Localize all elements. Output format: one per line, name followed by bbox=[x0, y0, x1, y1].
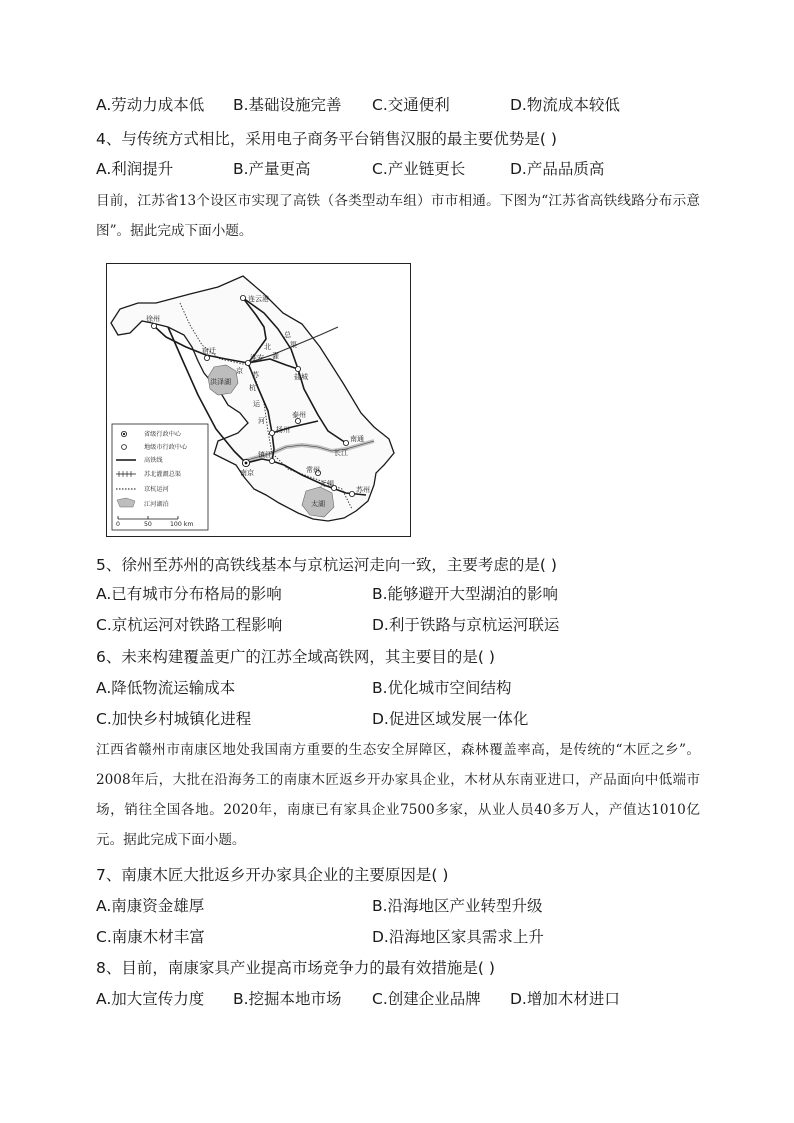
q8-option-c: C.创建企业品牌 bbox=[372, 990, 481, 1008]
q4-stem: 4、与传统方式相比，采用电子商务平台销售汉服的最主要优势是( ) bbox=[96, 130, 557, 148]
q4-option-b: B.产量更高 bbox=[233, 160, 311, 178]
city-label-suqian: 宿迁 bbox=[202, 347, 216, 355]
city-label-yangzhou: 扬州 bbox=[276, 426, 290, 434]
q7-option-b: B.沿海地区产业转型升级 bbox=[372, 897, 543, 915]
q3-option-d: D.物流成本较低 bbox=[510, 96, 620, 114]
q7-option-c: C.南康木材丰富 bbox=[96, 928, 205, 946]
city-label-suzhou: 苏州 bbox=[356, 486, 370, 494]
q6-option-a: A.降低物流运输成本 bbox=[96, 679, 236, 697]
passage-jiangsu bbox=[96, 186, 700, 246]
q4-option-a: A.利润提升 bbox=[96, 160, 174, 178]
city-label-zhenjiang: 镇江 bbox=[258, 451, 272, 459]
city-label-huaian: 淮安 bbox=[250, 354, 264, 362]
svg-text:总: 总 bbox=[284, 331, 291, 339]
svg-text:渠: 渠 bbox=[290, 341, 297, 349]
scale-50: 50 bbox=[144, 521, 152, 528]
city-label-xuzhou: 徐州 bbox=[146, 315, 160, 323]
city-label-nanjing: 南京 bbox=[240, 469, 254, 477]
q3-option-a: A.劳动力成本低 bbox=[96, 96, 205, 114]
city-label-changjiang: 长江 bbox=[334, 449, 348, 457]
lake-label-taihu: 太湖 bbox=[311, 500, 325, 508]
legend-prefecture-city: 地级市行政中心 bbox=[144, 444, 188, 451]
scale-100: 100 km bbox=[170, 521, 194, 528]
q5-option-a: A.已有城市分布格局的影响 bbox=[96, 585, 282, 603]
svg-text:北: 北 bbox=[264, 343, 271, 351]
q3-option-b: B.基础设施完善 bbox=[233, 96, 342, 114]
q5-stem: 5、徐州至苏州的高铁线基本与京杭运河走向一致，主要考虑的是( ) bbox=[96, 556, 557, 574]
city-label-wuxi: 无锡 bbox=[320, 480, 334, 488]
jiangsu-railway-map bbox=[106, 263, 411, 537]
q5-option-c: C.京杭运河对铁路工程影响 bbox=[96, 616, 283, 634]
city-label-lianyungang: 连云港 bbox=[248, 295, 269, 303]
q6-stem: 6、未来构建覆盖更广的江苏全域高铁网，其主要目的是( ) bbox=[96, 648, 495, 666]
svg-text:灌: 灌 bbox=[272, 352, 279, 360]
q8-stem: 8、目前，南康家具产业提高市场竞争力的最有效措施是( ) bbox=[96, 959, 495, 977]
q6-option-b: B.优化城市空间结构 bbox=[372, 679, 512, 697]
svg-text:运: 运 bbox=[253, 400, 260, 408]
passage-jiangsu-text: 目前，江苏省13个设区市实现了高铁（各类型动车组）市市相通。下图为“江苏省高铁线路分布示意图”。据此完成下面小题。 bbox=[96, 193, 700, 239]
q7-stem: 7、南康木匠大批返乡开办家具企业的主要原因是( ) bbox=[96, 866, 449, 884]
city-label-changzhou: 常州 bbox=[306, 466, 320, 474]
q8-option-d: D.增加木材进口 bbox=[510, 990, 620, 1008]
q3-option-c: C.交通便利 bbox=[372, 96, 450, 114]
q5-option-d: D.利于铁路与京杭运河联运 bbox=[372, 616, 560, 634]
passage-nankang-text: 江西省赣州市南康区地处我国南方重要的生态安全屏障区，森林覆盖率高，是传统的“木匠之乡”。2008年后，大批在沿海务工的南康木匠返乡开办家具企业，木材从东南亚进口，产品面向中低端市场，销往全国各地。2020年，南康已有家具企业7500多家，从业人员40多万人，产值达1010亿元。据此完成下面小题。 bbox=[96, 742, 700, 848]
provincial-capital-marker bbox=[242, 459, 249, 466]
legend-jinghang-canal: 京杭运河 bbox=[144, 486, 169, 493]
q7-option-d: D.沿海地区家具需求上升 bbox=[372, 928, 544, 946]
scale-0: 0 bbox=[116, 521, 120, 528]
legend-subei-canal: 苏北灌溉总渠 bbox=[144, 471, 182, 478]
legend-lakes-rivers: 江河湖泊 bbox=[144, 501, 169, 508]
lake-label-hongze: 洪泽湖 bbox=[210, 378, 231, 386]
passage-nankang bbox=[96, 735, 700, 855]
q6-option-d: D.促进区域发展一体化 bbox=[372, 710, 529, 728]
map-legend bbox=[112, 424, 208, 530]
q4-option-d: D.产品品质高 bbox=[510, 160, 605, 178]
svg-text:河: 河 bbox=[258, 417, 265, 425]
city-label-taizhou: 泰州 bbox=[292, 411, 306, 419]
legend-provincial-capital: 省级行政中心 bbox=[144, 431, 182, 438]
legend-railway: 高铁线 bbox=[144, 457, 163, 464]
svg-text:京: 京 bbox=[236, 367, 243, 375]
q8-option-a: A.加大宣传力度 bbox=[96, 990, 205, 1008]
city-label-yancheng: 盐城 bbox=[294, 373, 308, 381]
q7-option-a: A.南康资金雄厚 bbox=[96, 897, 205, 915]
q8-option-b: B.挖掘本地市场 bbox=[233, 990, 342, 1008]
q6-option-c: C.加快乡村城镇化进程 bbox=[96, 710, 252, 728]
q4-option-c: C.产业链更长 bbox=[372, 160, 466, 178]
svg-text:杭: 杭 bbox=[249, 384, 256, 392]
q5-option-b: B.能够避开大型湖泊的影响 bbox=[372, 585, 559, 603]
city-label-nantong: 南通 bbox=[350, 435, 364, 443]
svg-text:苏: 苏 bbox=[252, 371, 259, 379]
